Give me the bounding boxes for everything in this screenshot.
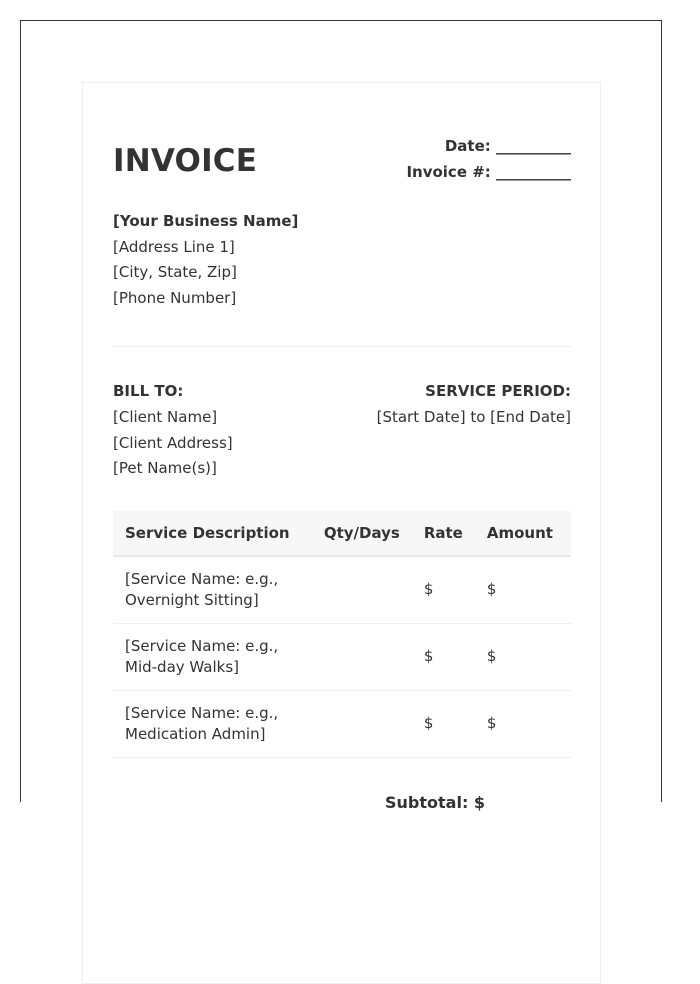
service-period-range: [Start Date] to [End Date] <box>376 407 571 426</box>
client-address: [Client Address] <box>113 433 233 452</box>
column-header-description: Service Description <box>113 511 312 556</box>
invoice-number-field: Invoice #: __________ <box>406 163 571 181</box>
date-field: Date: __________ <box>444 137 571 155</box>
service-description-cell: [Service Name: e.g., Mid-day Walks] <box>113 623 312 690</box>
qty-cell <box>312 556 412 623</box>
amount-cell: $ <box>475 623 571 690</box>
services-table <box>113 511 571 758</box>
column-header-rate: Rate <box>412 511 475 556</box>
bill-to-heading: BILL TO: <box>113 382 184 400</box>
client-name: [Client Name] <box>113 407 218 426</box>
table-row <box>113 690 571 757</box>
service-description-cell: [Service Name: e.g., Overnight Sitting] <box>113 556 312 623</box>
table-header-row <box>113 511 571 556</box>
rate-cell: $ <box>412 690 475 757</box>
service-period-heading: SERVICE PERIOD: <box>425 382 571 400</box>
invoice-page <box>82 82 601 984</box>
amount-cell: $ <box>475 690 571 757</box>
amount-cell: $ <box>475 556 571 623</box>
business-address-line: [Address Line 1] <box>113 237 235 256</box>
column-header-amount: Amount <box>475 511 571 556</box>
business-phone: [Phone Number] <box>113 288 237 307</box>
business-info <box>113 209 298 311</box>
subtotal-label: Subtotal: $ <box>385 793 486 812</box>
document-viewport <box>20 20 662 812</box>
table-row <box>113 623 571 690</box>
service-description-cell: [Service Name: e.g., Medication Admin] <box>113 690 312 757</box>
qty-cell <box>312 623 412 690</box>
qty-cell <box>312 690 412 757</box>
service-period-section <box>377 379 571 431</box>
invoice-title: INVOICE <box>113 143 258 179</box>
section-divider <box>113 346 571 347</box>
invoice-meta <box>406 133 571 185</box>
rate-cell: $ <box>412 623 475 690</box>
rate-cell: $ <box>412 556 475 623</box>
column-header-qty: Qty/Days <box>312 511 412 556</box>
business-city-state-zip: [City, State, Zip] <box>113 263 237 281</box>
business-name: [Your Business Name] <box>113 212 299 230</box>
pet-names: [Pet Name(s)] <box>113 459 217 478</box>
table-row <box>113 556 571 623</box>
bill-to-section <box>113 379 233 482</box>
